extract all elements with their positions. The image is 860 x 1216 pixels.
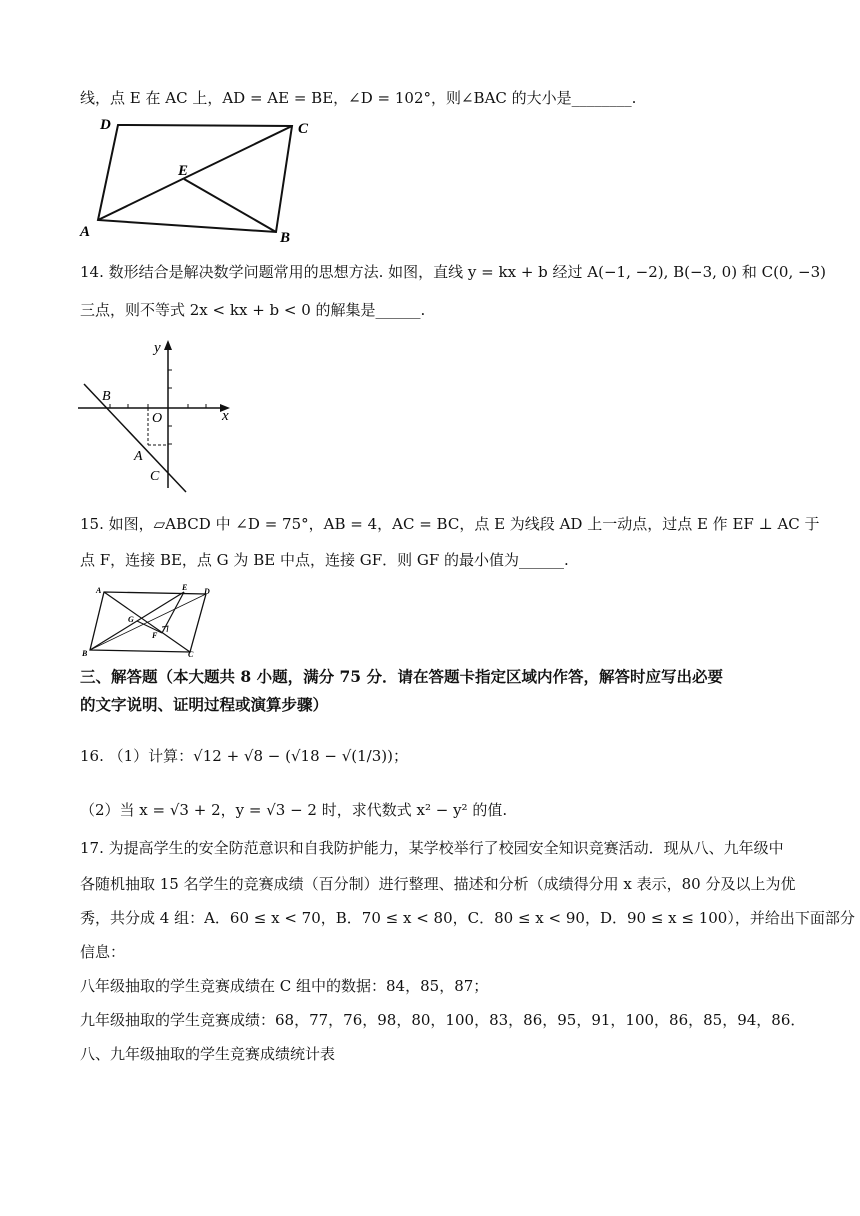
label-E: E <box>182 583 188 592</box>
q17-line2: 各随机抽取 15 名学生的竞赛成绩（百分制）进行整理、描述和分析（成绩得分用 x 表示，80 分及以上为优 <box>80 875 796 893</box>
section3-heading-line2: 的文字说明、证明过程或演算步骤） <box>80 695 329 714</box>
q17-line6: 九年级抽取的学生竞赛成绩：68，77，76，98，80，100，83，86，95，91，100，86，85，94，86． <box>80 1011 806 1029</box>
label-E: E <box>178 163 189 179</box>
q16-part2: （2）当 x = √3 + 2，y = √3 − 2 时，求代数式 x² − y² 的值. <box>80 801 508 819</box>
q14-coordinate-graph <box>72 336 242 496</box>
q16-part1: 16. （1）计算：√12 + √8 − (√18 − √(1/3))； <box>80 747 408 765</box>
label-F: F <box>152 631 158 640</box>
label-B: B <box>280 230 291 246</box>
label-A: A <box>96 586 102 595</box>
label-A: A <box>80 224 91 240</box>
q14-line2: 三点，则不等式 2x < kx + b < 0 的解集是______. <box>80 301 426 319</box>
label-D: D <box>204 587 210 596</box>
q17-line5: 八年级抽取的学生竞赛成绩在 C 组中的数据：84，85，87； <box>80 977 489 995</box>
q13-text: 线，点 E 在 AC 上，AD = AE = BE，∠D = 102°，则∠BAC 的大小是________. <box>80 89 637 107</box>
q17-line3: 秀，共分成 4 组：A．60 ≤ x < 70，B．70 ≤ x < 80，C．80 ≤ x < 90，D．90 ≤ x ≤ 100），并给出下面部分 <box>80 909 855 927</box>
q13-parallelogram-figure <box>76 112 326 247</box>
label-O: O <box>152 411 163 426</box>
q15-line2: 点 F，连接 BE，点 G 为 BE 中点，连接 GF．则 GF 的最小值为______. <box>80 551 569 569</box>
q17-table-title: 八、九年级抽取的学生竞赛成绩统计表 <box>80 1045 336 1063</box>
q15-parallelogram-figure <box>78 582 218 658</box>
q17-line4: 信息： <box>80 943 126 961</box>
label-G: G <box>128 615 134 624</box>
label-x: x <box>222 408 229 424</box>
q14-line1: 14. 数形结合是解决数学问题常用的思想方法. 如图，直线 y = kx + b 经过 A(−1, −2), B(−3, 0) 和 C(0, −3) <box>80 263 826 281</box>
label-A-point: A <box>134 449 143 464</box>
label-D: D <box>100 117 111 133</box>
q15-line1: 15. 如图，▱ABCD 中 ∠D = 75°，AB = 4，AC = BC，点 E 为线段 AD 上一动点，过点 E 作 EF ⊥ AC 于 <box>80 515 820 533</box>
label-C-point: C <box>150 469 160 484</box>
label-B: B <box>82 649 88 658</box>
label-y: y <box>154 340 161 356</box>
q17-line1: 17. 为提高学生的安全防范意识和自我防护能力，某学校举行了校园安全知识竞赛活动．现从八、九年级中 <box>80 839 784 857</box>
label-B-point: B <box>102 389 111 404</box>
label-C: C <box>188 650 194 658</box>
section3-heading-line1: 三、解答题（本大题共 8 小题，满分 75 分．请在答题卡指定区域内作答，解答时应写出必要 <box>80 667 723 686</box>
label-C: C <box>298 121 309 137</box>
